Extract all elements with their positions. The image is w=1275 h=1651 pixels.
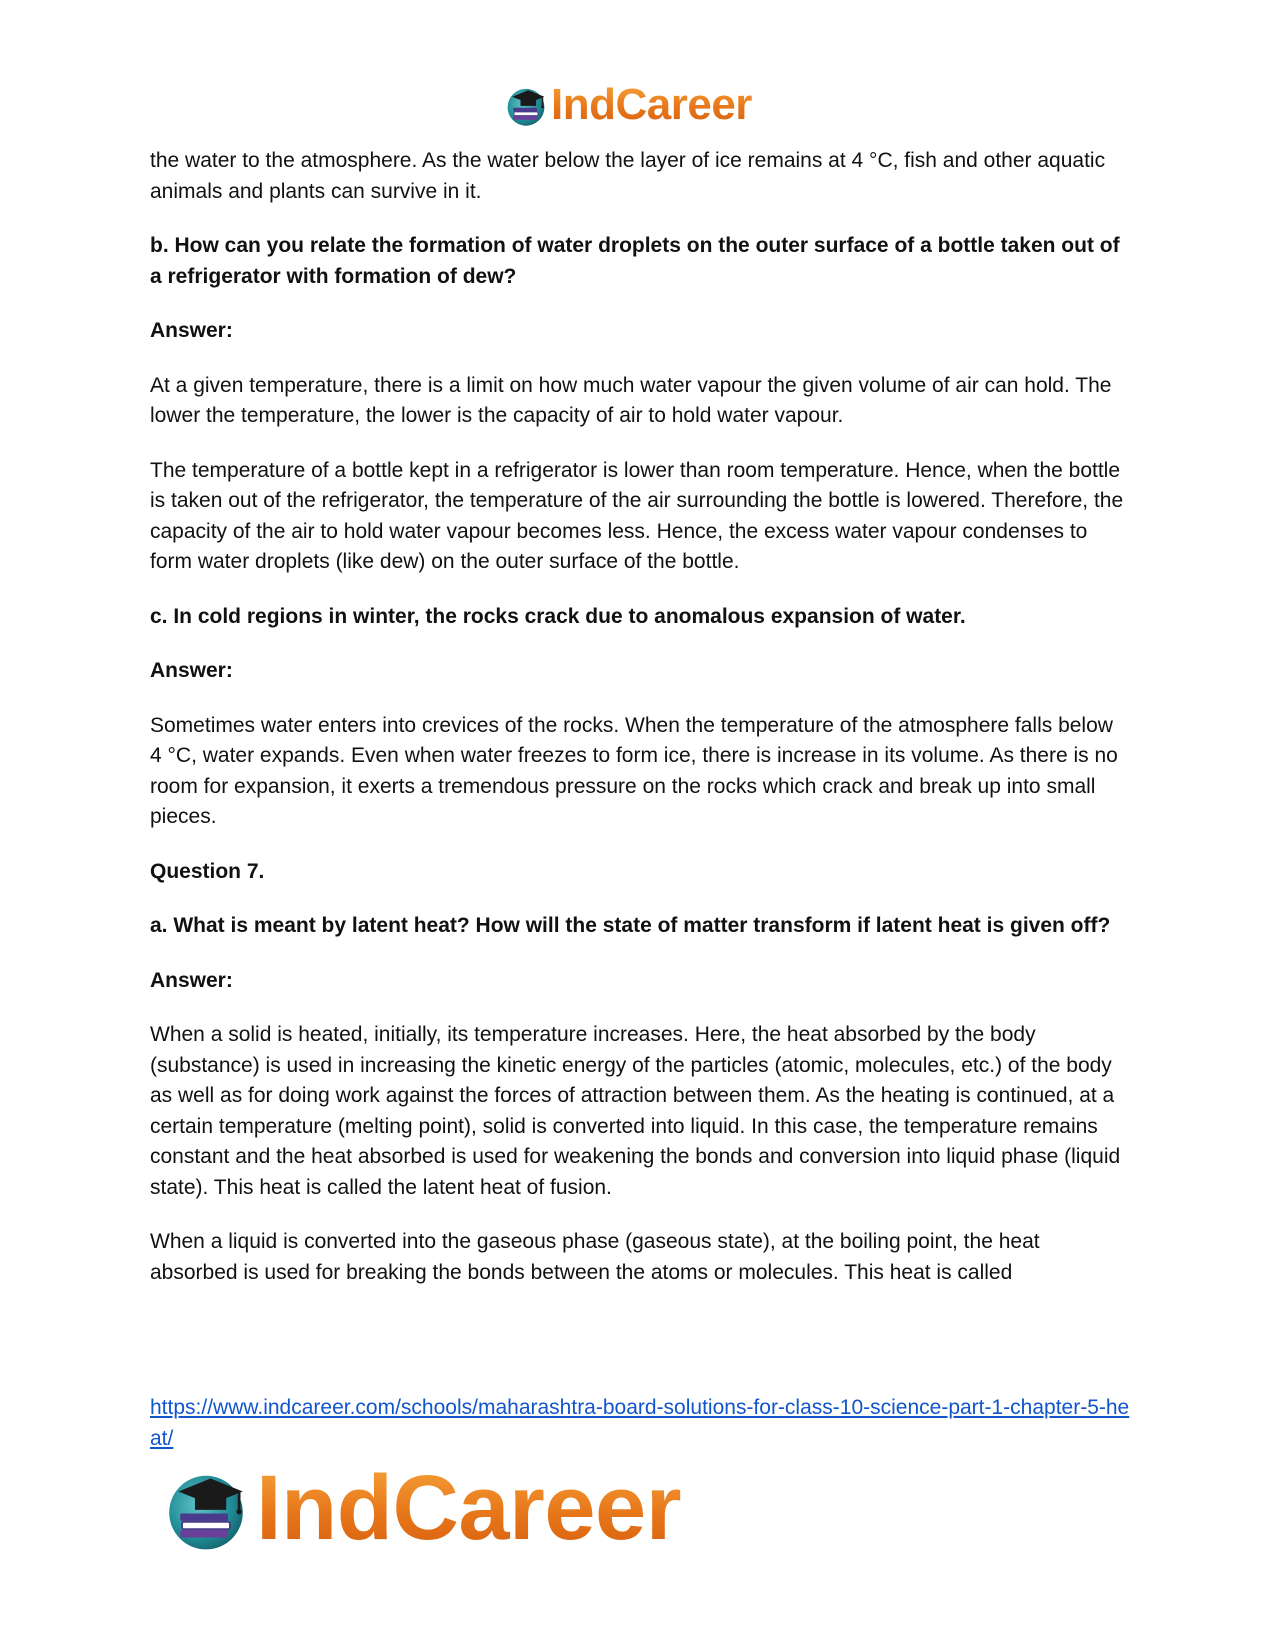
graduation-cap-globe-icon [503, 82, 549, 128]
footer-logo [160, 1458, 681, 1558]
bold-paragraph: Answer: [150, 968, 233, 992]
source-link[interactable]: https://www.indcareer.com/schools/maharashtra-board-solutions-for-class-10-science-part-1-chapter-5-heat/ [150, 1396, 1130, 1450]
bold-paragraph: Answer: [150, 319, 233, 342]
body-paragraph: When a liquid is converted into the gaseous phase (gaseous state), at the boiling point, the heat absorbed is used for breaking the bonds between the atoms or molecules. This heat is called [150, 1230, 1040, 1284]
bold-paragraph: b. How can you relate the formation of water droplets on the outer surface of a bottle taken out of a refrigerator with formation of dew? [150, 234, 1120, 288]
source-link-block [150, 1393, 1140, 1454]
document-body [150, 146, 1130, 1312]
footer-logo-text: IndCareer [256, 1457, 681, 1559]
bold-paragraph: Question 7. [150, 859, 265, 883]
body-paragraph: Sometimes water enters into crevices of the rocks. When the temperature of the atmosphere falls below 4 °C, water expands. Even when water freezes to form ice, there is increase in its volume. As there is no room for expansion, it exerts a tremendous pressure on the rocks which crack and break up into small pieces. [150, 713, 1118, 828]
body-paragraph: When a solid is heated, initially, its temperature increases. Here, the heat absorbed by the body (substance) is used in increasing the kinetic energy of the particles (atomic, molecules, etc.) of the body as well as for doing work against the forces of attraction between them. As the heating is continued, at a certain temperature (melting point), solid is converted into liquid. In this case, the temperature remains constant and the heat absorbed is used for weakening the bonds and conversion into liquid phase (liquid state). This heat is called the latent heat of fusion. [150, 1023, 1121, 1199]
header-logo [503, 80, 752, 130]
graduation-cap-globe-icon [160, 1462, 252, 1554]
body-paragraph: the water to the atmosphere. As the water below the layer of ice remains at 4 °C, fish and other aquatic animals and plants can survive in it. [150, 149, 1106, 203]
bold-paragraph: c. In cold regions in winter, the rocks crack due to anomalous expansion of water. [150, 604, 966, 628]
bold-paragraph: a. What is meant by latent heat? How will the state of matter transform if latent heat is given off? [150, 914, 1111, 937]
bold-paragraph: Answer: [150, 659, 233, 682]
body-paragraph: The temperature of a bottle kept in a refrigerator is lower than room temperature. Hence, when the bottle is taken out of the refrigerator, the temperature of the air surrounding the bottle is lowered. Therefore, the capacity of the air to hold water vapour becomes less. Hence, the excess water vapour condenses to form water droplets (like dew) on the outer surface of the bottle. [150, 458, 1124, 573]
header-logo-text: IndCareer [551, 80, 752, 129]
body-paragraph: At a given temperature, there is a limit on how much water vapour the given volume of air can hold. The lower the temperature, the lower is the capacity of air to hold water vapour. [150, 373, 1112, 427]
